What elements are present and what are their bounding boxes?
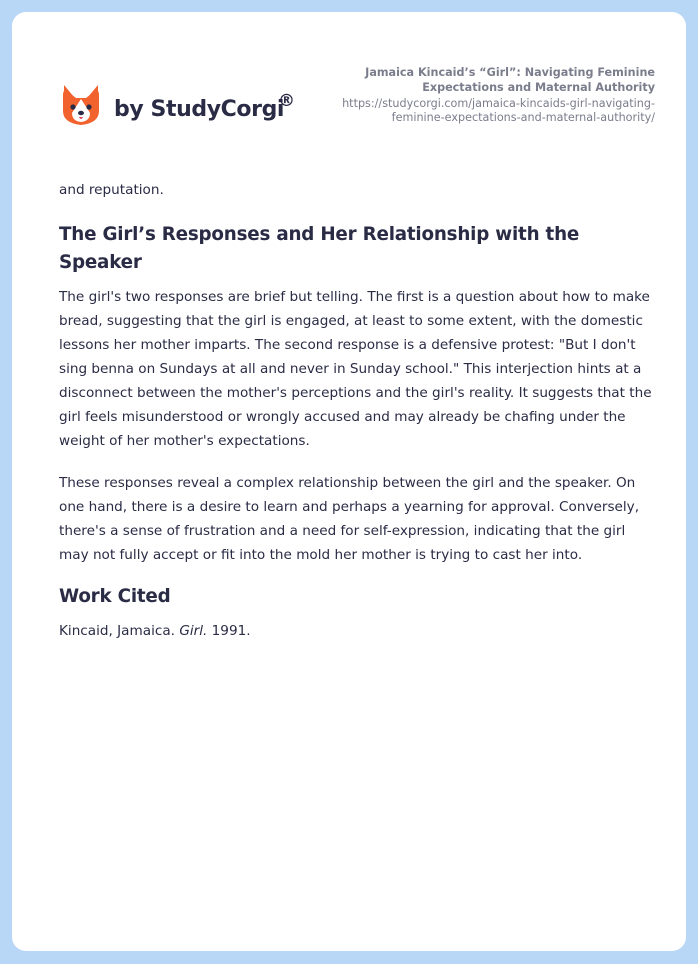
paragraph-2: These responses reveal a complex relationship between the girl and the speaker. On one hand, there is a desire to learn and perhaps a yearning for approval. Conversely, there's a sense of frustration and a need for self-expression, indicating that the girl may not fully accept or fit into the mold her mother is trying to cast her into. [59, 475, 640, 563]
intro-fragment: and reputation. [59, 182, 164, 198]
document-url[interactable]: https://studycorgi.com/jamaica-kincaids-girl-navigating-feminine-expectations-and-maternal-authority/ [342, 97, 655, 124]
corgi-icon [60, 83, 102, 129]
citation [59, 619, 659, 643]
document-title: Jamaica Kincaid’s “Girl”: Navigating Feminine Expectations and Maternal Authority [365, 66, 655, 94]
citation-title: Girl. [179, 623, 208, 639]
document-source [325, 66, 655, 125]
document-page [12, 12, 686, 951]
citation-author: Kincaid, Jamaica. [59, 623, 175, 639]
article-body [59, 178, 659, 643]
studycorgi-logo[interactable] [60, 76, 295, 136]
citation-year: 1991. [211, 623, 251, 639]
works-cited-heading: Work Cited [59, 586, 171, 607]
registered-mark: ® [278, 91, 295, 111]
paragraph-1: The girl's two responses are brief but telling. The first is a question about how to make bread, suggesting that the girl is engaged, at least to some extent, with the domestic lessons her mother imparts. The second response is a defensive protest: "But I don't sing benna on Sundays at all and never in Sunday school." This interjection hints at a disconnect between the mother's perceptions and the girl's reality. It suggests that the girl feels misunderstood or wrongly accused and may already be chafing under the weight of her mother's expectations. [59, 289, 652, 449]
section-heading: The Girl’s Responses and Her Relationship with the Speaker [59, 224, 580, 273]
logo-text: by StudyCorgi [114, 96, 285, 122]
